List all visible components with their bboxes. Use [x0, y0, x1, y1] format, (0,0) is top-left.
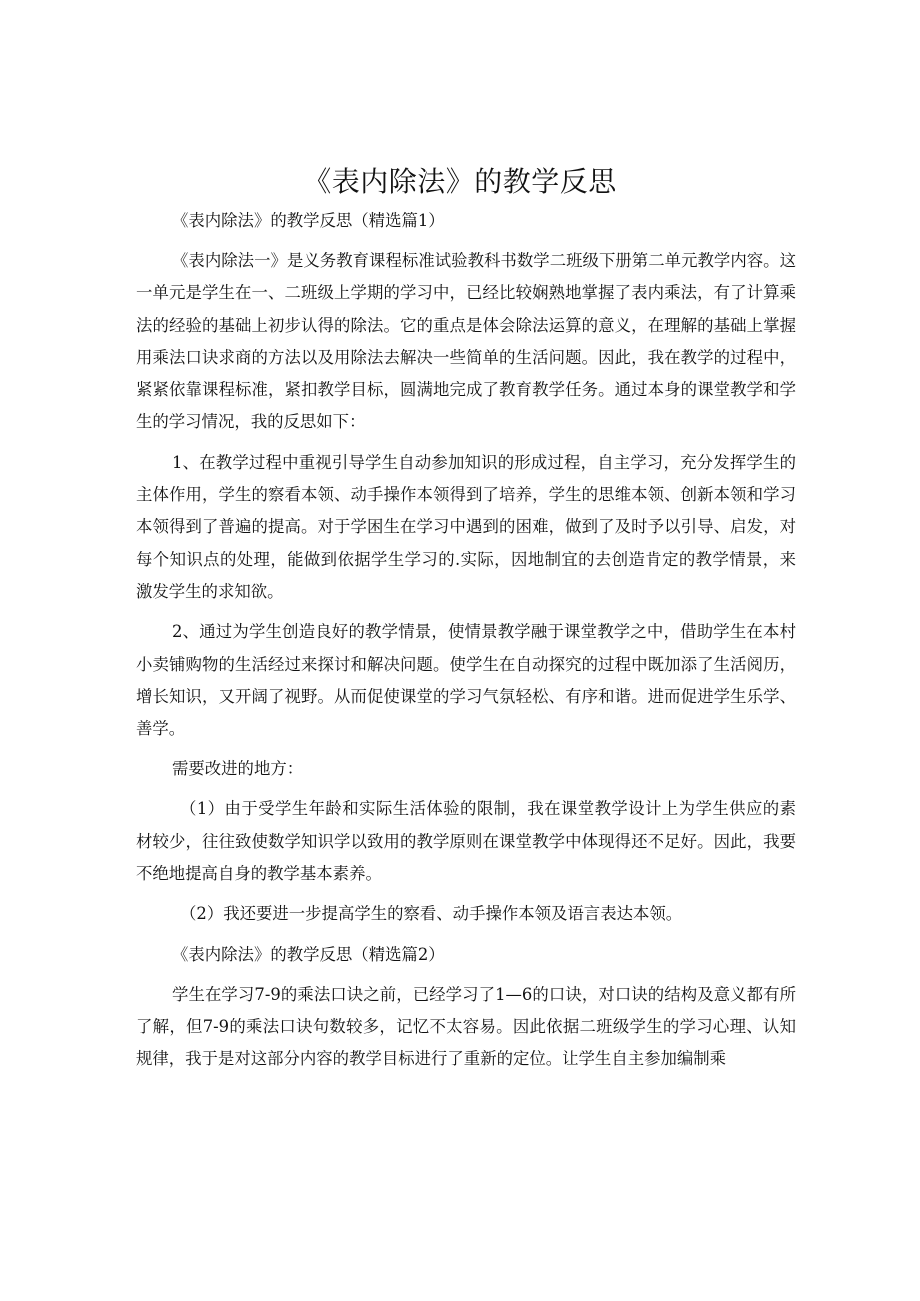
paragraph-improve-2: （2）我还要进一步提高学生的察看、动手操作本领及语言表达本领。 [180, 904, 683, 924]
section-heading-2: 《表内除法》的教学反思（精选篇2） [172, 944, 445, 964]
paragraph-point-2: 2、通过为学生创造良好的教学情景，使情景教学融于课堂教学之中，借助学生在本村小卖铺购物的生活经过来探讨和解决问题。使学生在自动探究的过程中既加添了生活阅历，增长知识，又开阔了视野。从而促使课堂的学习气氛轻松、有序和谐。进而促进学生乐学、善学。 [136, 622, 796, 739]
paragraph-intro: 《表内除法一》是义务教育课程标准试验教科书数学二班级下册第二单元教学内容。这一单元是学生在一、二班级上学期的学习中，已经比较娴熟地掌握了表内乘法，有了计算乘法的经验的基础上初步认得的除法。它的重点是体会除法运算的意义，在理解的基础上掌握用乘法口诀求商的方法以及用除法去解决一些简单的生活问题。因此，我在教学的过程中，紧紧依靠课程标准，紧扣教学目标，圆满地完成了教育教学任务。通过本身的课堂教学和学生的学习情况，我的反思如下： [136, 251, 796, 432]
page-title: 《表内除法》的教学反思 [303, 165, 617, 198]
paragraph-section2-intro: 学生在学习7-9的乘法口诀之前，已经学习了1—6的口诀，对口诀的结构及意义都有所了解，但7-9的乘法口诀句数较多，记忆不太容易。因此依据二班级学生的学习心理、认知规律，我于是对这部分内容的教学目标进行了重新的定位。让学生自主参加编制乘 [136, 984, 796, 1069]
paragraph-point-1: 1、在教学过程中重视引导学生自动参加知识的形成过程，自主学习，充分发挥学生的主体作用，学生的察看本领、动手操作本领得到了培养，学生的思维本领、创新本领和学习本领得到了普遍的提高。对于学困生在学习中遇到的困难，做到了及时予以引导、启发，对每个知识点的处理，能做到依据学生学习的.实际，因地制宜的去创造肯定的教学情景，来激发学生的求知欲。 [136, 452, 796, 601]
section-heading-1: 《表内除法》的教学反思（精选篇1） [172, 211, 445, 230]
document-body [136, 205, 796, 1084]
improvement-heading: 需要改进的地方： [172, 759, 304, 779]
paragraph-improve-1: （1）由于受学生年龄和实际生活体验的限制，我在课堂教学设计上为学生供应的素材较少，往往致使数学知识学以致用的教学原则在课堂教学中体现得还不足好。因此，我要不绝地提高自身的教学基本素养。 [136, 799, 796, 884]
